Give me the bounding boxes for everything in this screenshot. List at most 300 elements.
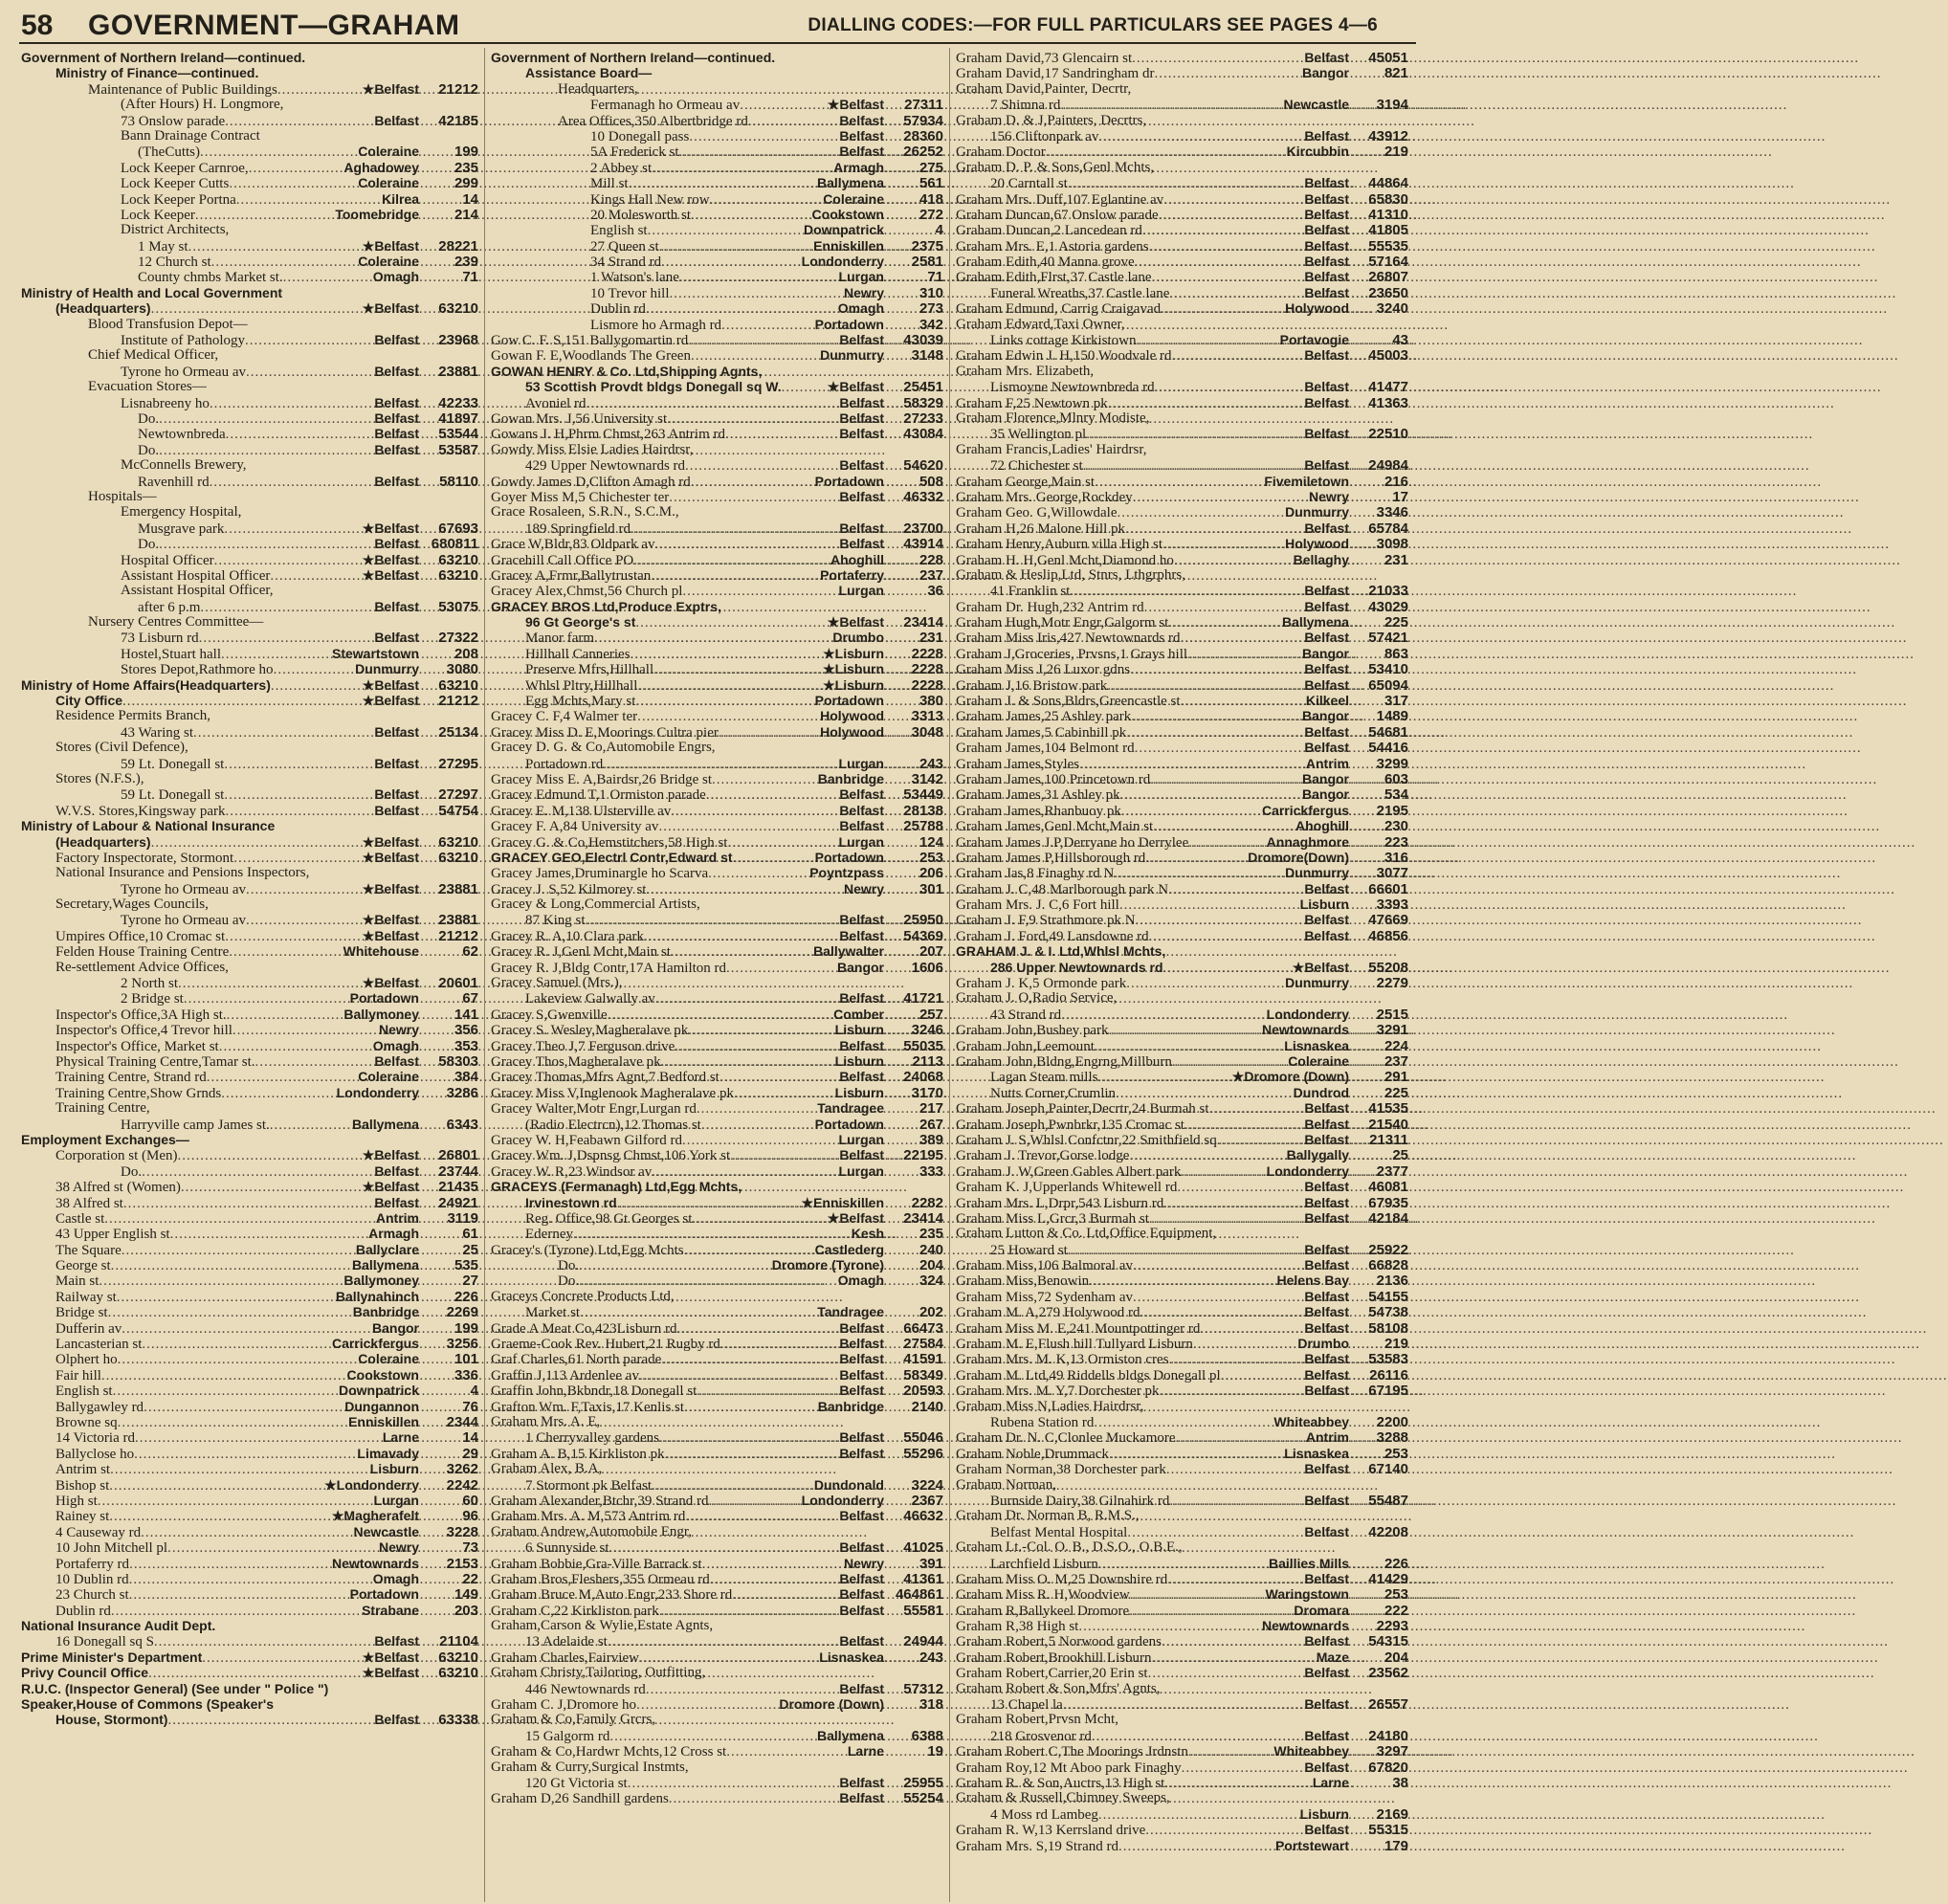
directory-entry [21, 1461, 478, 1476]
leader-dots [227, 1007, 343, 1023]
directory-entry [491, 489, 943, 504]
directory-entry [491, 1775, 943, 1790]
directory-entry [21, 1429, 478, 1445]
entry-name: 12 Church st [138, 255, 211, 271]
leader-dots [1094, 1415, 1272, 1430]
directory-entry [956, 489, 1408, 504]
entry-name: Tyrone ho Ormeau av [121, 881, 246, 897]
leader-dots [1209, 1101, 1303, 1117]
directory-entry [491, 599, 943, 614]
entry-name: Graham James,Genl Mcht,Main st [956, 819, 1154, 835]
entry-name: 4 Moss rd Lambeg [990, 1806, 1098, 1823]
directory-entry [956, 1446, 1408, 1461]
directory-entry [956, 457, 1408, 473]
leader-dots [178, 976, 361, 991]
leader-dots [1161, 301, 1283, 317]
directory-entry [21, 81, 478, 97]
phone-number: 208 [454, 645, 478, 662]
leader-dots [170, 1227, 367, 1242]
directory-entry [956, 1586, 1408, 1602]
phone-number: 46632 [903, 1508, 943, 1525]
leader-dots [667, 411, 837, 427]
leader-dots [659, 239, 811, 255]
entry-name: Graham Christy,Tailoring, Outfitting, [491, 1665, 706, 1681]
leader-dots [104, 1211, 374, 1227]
directory-entry [956, 1053, 1408, 1069]
exchange-name: Lisburn [834, 1022, 884, 1038]
directory-entry [491, 1304, 943, 1319]
phone-number: 43029 [1368, 598, 1408, 615]
entry-name: Graham James P,Hillsborough rd. [956, 850, 1150, 866]
exchange-name: Belfast [1304, 379, 1349, 395]
phone-number: 25950 [903, 912, 943, 929]
leader-dots [1159, 208, 1303, 223]
directory-entry [956, 65, 1408, 80]
leader-dots [111, 1604, 360, 1619]
directory-entry [491, 160, 943, 175]
entry-name: Graham Hugh,Motr Engr,Galgorm st [956, 615, 1169, 631]
entry-name: 2 Bridge st [121, 991, 184, 1007]
directory-entry [491, 1712, 943, 1727]
leader-dots [249, 161, 343, 176]
directory-entry [491, 1053, 943, 1069]
entry-name: Dublin rd [590, 301, 646, 318]
entry-name: Graham John,Bushey park [956, 1023, 1109, 1039]
entry-name: 218 Grosvenor rd [990, 1728, 1092, 1744]
directory-entry [491, 1289, 943, 1304]
exchange-name: Belfast [1304, 661, 1349, 677]
exchange-name: Belfast [839, 410, 884, 426]
entry-name: Graham Robert C,The Moorings Jrdnstn [956, 1744, 1188, 1760]
page-header [19, 8, 1416, 44]
exchange-name: Helens Bay [1276, 1273, 1349, 1289]
phone-number: 43039 [903, 332, 943, 349]
phone-number: 66601 [1368, 880, 1408, 897]
directory-entry [21, 1539, 478, 1555]
entry-name: 1 Watson's lane [590, 270, 679, 286]
leader-dots [236, 192, 380, 208]
leader-dots [118, 1352, 357, 1367]
directory-entry [491, 222, 943, 237]
entry-name: Graham David,Painter, Decrtr, [956, 80, 1132, 97]
leader-dots [225, 114, 372, 129]
leader-dots [1136, 913, 1303, 928]
exchange-name: ★Belfast [362, 1665, 419, 1681]
phone-number: 231 [919, 630, 943, 647]
exchange-name: Coleraine [1288, 1053, 1349, 1069]
leader-dots [1181, 694, 1304, 709]
directory-entry [956, 1022, 1408, 1037]
directory-entry [491, 1477, 943, 1493]
phone-number: 3224 [911, 1476, 943, 1494]
entry-name: Gow C. F. S,151 Ballygomartin rd [491, 333, 689, 349]
entry-name: Gowan F. E,Woodlands The Green [491, 348, 691, 365]
phone-number: 43914 [903, 536, 943, 553]
entry-name: Gracey Thos,Magheralave pk [491, 1054, 661, 1070]
directory-entry [956, 113, 1408, 128]
entry-name: Gracey Miss E. A,Bairdsr,26 Bridge st [491, 771, 713, 787]
directory-entry [21, 520, 478, 536]
phone-number: 23700 [903, 520, 943, 537]
leader-dots [210, 396, 372, 411]
leader-dots [129, 1587, 348, 1603]
exchange-name: Belfast [1304, 1633, 1349, 1649]
exchange-name: Londonderry [801, 254, 884, 270]
directory-entry [956, 771, 1408, 786]
leader-dots [225, 929, 361, 944]
entry-name: Graham Miss J,26 Luxor gdns [956, 662, 1131, 678]
phone-number: 534 [1384, 786, 1408, 804]
entry-name: 2 Abbey st [590, 160, 653, 176]
entry-name: Graham Edward,Taxi Owner, [956, 316, 1125, 332]
directory-entry [956, 1806, 1408, 1822]
leader-dots [1126, 725, 1302, 741]
entry-name: Graham C. J,Dromore ho [491, 1697, 637, 1714]
directory-entry [21, 1226, 478, 1241]
directory-entry [956, 474, 1408, 489]
entry-name: Graham Alex, B.A, [491, 1461, 603, 1477]
phone-number: 316 [1384, 849, 1408, 866]
leader-dots [1046, 144, 1285, 160]
leader-dots [608, 1007, 831, 1023]
leader-dots [1177, 1180, 1302, 1195]
exchange-name: Bangor [1302, 65, 1349, 81]
phone-number: 55046 [903, 1429, 943, 1447]
leader-dots [1148, 1666, 1303, 1681]
directory-entry [491, 1446, 943, 1461]
directory-entry [491, 1085, 943, 1100]
leader-dots [652, 1478, 812, 1494]
entry-name: Graham J,16 Bristow park [956, 677, 1108, 694]
exchange-name: Belfast [1304, 1570, 1349, 1586]
exchange-name: Belfast [839, 1570, 884, 1586]
leader-dots [608, 1634, 837, 1649]
leader-dots [1217, 1133, 1303, 1148]
entry-name: Railway st [55, 1289, 117, 1305]
entry-name: Hostel,Stuart hall [121, 646, 221, 662]
exchange-name: Cookstown [811, 206, 884, 222]
directory-entry [956, 850, 1408, 865]
leader-dots [1163, 192, 1302, 208]
entry-name: Institute of Pathology [121, 333, 245, 349]
phone-number: 41591 [903, 1351, 943, 1368]
entry-name: Graham D. & J,Painters, Decrtrs, [956, 112, 1147, 128]
directory-entry [956, 144, 1408, 159]
phone-number: 45003 [1368, 347, 1408, 365]
leader-dots [154, 1634, 372, 1649]
exchange-name: Belfast [374, 394, 419, 410]
entry-name: Graham James,104 Belmont rd [956, 741, 1135, 757]
directory-entry [956, 756, 1408, 771]
directory-entry [491, 347, 943, 363]
leader-dots [1163, 1196, 1302, 1211]
leader-dots [1188, 1744, 1273, 1760]
entry-name: English st [590, 223, 648, 239]
entry-name: Graham D,26 Sandhill gardens [491, 1791, 669, 1807]
phone-number: 275 [919, 159, 943, 176]
leader-dots [1068, 1243, 1302, 1258]
directory-entry [956, 614, 1408, 630]
directory-entry [21, 724, 478, 740]
directory-entry [21, 1524, 478, 1539]
entry-name: 72 Chichester st [990, 458, 1083, 475]
entry-name: National Insurance Audit Dept. [21, 1618, 216, 1634]
entry-name: Gowan Mrs. J,56 University st [491, 410, 668, 427]
entry-name: 38 Alfred st [55, 1195, 123, 1211]
directory-entry [21, 144, 478, 159]
entry-name: Graham Robert,Prvsn Mcht, [956, 1712, 1118, 1728]
exchange-name: Belfast [1304, 1116, 1349, 1132]
directory-entry [956, 238, 1408, 254]
leader-dots [1095, 475, 1262, 490]
entry-name: Graham Florence,Mlnry Modiste, [956, 410, 1150, 426]
directory-entry [21, 238, 478, 254]
directory-entry [491, 771, 943, 786]
entry-name: 156 Cliftonpark av [990, 128, 1099, 144]
exchange-name: ★Belfast [362, 551, 419, 567]
entry-name: Evacuation Stores— [88, 379, 207, 395]
exchange-name: Omagh [372, 1037, 419, 1053]
exchange-name: Belfast [1304, 1492, 1349, 1508]
exchange-name: Enniskillen [348, 1413, 419, 1429]
entry-name: Gracey W. H,Feabawn Gilford rd [491, 1132, 682, 1148]
directory-entry [491, 818, 943, 833]
leader-dots [167, 1713, 372, 1728]
exchange-name: Bangor [1302, 645, 1349, 661]
directory-entry [491, 1195, 943, 1210]
exchange-name: Portavogie [1279, 332, 1349, 348]
entry-name: Gracey Walter,Motr Engr,Lurgan rd [491, 1101, 697, 1118]
leader-dots [1153, 819, 1294, 834]
directory-entry [956, 379, 1408, 394]
leader-dots [1163, 961, 1291, 976]
leader-dots [1172, 348, 1303, 364]
entry-name: City Office [55, 693, 123, 709]
directory-entry [956, 677, 1408, 693]
exchange-name: Ballymena [1281, 614, 1349, 631]
directory-entry [956, 191, 1408, 207]
leader-dots [661, 1352, 837, 1367]
entry-name: Harryville camp James st. [121, 1117, 270, 1133]
entry-name: Graham R. & Son,Auctrs,13 High st [956, 1775, 1165, 1791]
exchange-name: ★Lisburn [823, 676, 884, 693]
entry-name: Graham J. O,Radio Service, [956, 990, 1118, 1007]
entry-name: Graham J. S,Whlsl Confctnr,22 Smithfield sq [956, 1132, 1217, 1148]
directory-entry [21, 379, 478, 394]
exchange-name: Belfast [374, 1194, 419, 1210]
entry-name: Gracey & Long,Commercial Artists, [491, 897, 700, 913]
leader-dots [224, 757, 372, 772]
phone-number: 235 [919, 1226, 943, 1243]
exchange-name: Belfast [1304, 630, 1349, 646]
phone-number: 41025 [903, 1539, 943, 1557]
entry-name: Training Centre,Show Grnds [55, 1085, 222, 1101]
exchange-name: Larne [382, 1429, 419, 1446]
phone-number: 3346 [1376, 504, 1408, 521]
leader-dots [229, 944, 341, 960]
exchange-name: Belfast [1304, 1665, 1349, 1681]
directory-entry [21, 786, 478, 802]
phone-number: 3170 [911, 1084, 943, 1101]
leader-dots [246, 913, 361, 928]
entry-name: Re-settlement Advice Offices, [55, 959, 229, 975]
entry-name: Gracehill Call Office PO [491, 552, 634, 568]
exchange-name: Belfast [1304, 426, 1349, 442]
phone-number: 63338 [438, 1712, 478, 1729]
directory-entry [956, 912, 1408, 927]
entry-name: Nutts Corner,Crumlin [990, 1085, 1117, 1101]
entry-name: 43 Upper English st [55, 1227, 170, 1243]
exchange-name: Belfast [1304, 740, 1349, 756]
exchange-name: Lisnaskea [819, 1649, 884, 1665]
exchange-name: Dunmurry [1285, 504, 1349, 520]
entry-name: 59 Lt. Donegall st [121, 756, 225, 772]
leader-dots [648, 223, 802, 238]
exchange-name: Belfast [1304, 1209, 1349, 1226]
leader-dots [691, 208, 810, 223]
entry-name: Graham Miss,72 Sydenham av [956, 1289, 1133, 1305]
phone-number: 23414 [903, 1209, 943, 1227]
phone-number: 243 [919, 755, 943, 772]
phone-number: 20593 [903, 1383, 943, 1400]
entry-name: Graham James,31 Ashley pk [956, 787, 1120, 804]
directory-entry [956, 1461, 1408, 1476]
exchange-name: Waringstown [1265, 1586, 1349, 1603]
entry-name: Stores (N.F.S.), [55, 770, 144, 786]
exchange-name: Whiteabbey [1273, 1743, 1349, 1760]
exchange-name: Belfast [1304, 927, 1349, 943]
directory-entry [21, 1257, 478, 1273]
entry-name: Hospitals— [88, 488, 157, 504]
exchange-name: ★Belfast [827, 614, 884, 631]
leader-dots [646, 1682, 838, 1697]
leader-dots [224, 787, 372, 803]
directory-entry [21, 1508, 478, 1523]
exchange-name: Portstewart [1274, 1837, 1349, 1853]
directory-entry [956, 865, 1408, 880]
exchange-name: Belfast [839, 520, 884, 536]
phone-number: 27311 [904, 97, 943, 114]
entry-name: 4 Causeway rd [55, 1524, 142, 1540]
leader-dots [629, 176, 815, 191]
exchange-name: Dunmurry [355, 661, 419, 677]
exchange-name: Belfast [839, 1790, 884, 1806]
exchange-name: Belfast [1304, 1257, 1349, 1273]
leader-dots [697, 1101, 815, 1117]
exchange-name: Fivemiletown [1264, 473, 1349, 489]
entry-name: District Architects, [121, 222, 230, 238]
exchange-name: Ballyclare [355, 1241, 419, 1257]
directory-entry [491, 113, 943, 128]
leader-dots [609, 1540, 838, 1556]
exchange-name: Belfast [374, 630, 419, 646]
phone-number: 243 [919, 1649, 943, 1666]
leader-dots [98, 1494, 372, 1509]
entry-name: Gracey Edmund T,1 Ormiston parade [491, 787, 706, 804]
directory-entry [21, 630, 478, 645]
leader-dots [111, 1258, 350, 1273]
phone-number: 41897 [438, 410, 478, 427]
exchange-name: Belfast [1304, 880, 1349, 897]
directory-entry [491, 1163, 943, 1179]
phone-number: 41310 [1368, 206, 1408, 223]
entry-name: Graham & Russell,Chimney Sweeps, [956, 1790, 1170, 1806]
directory-entry [491, 1790, 943, 1805]
phone-number: 25 [1392, 1147, 1408, 1164]
leader-dots [159, 443, 372, 458]
phone-number: 67140 [1368, 1461, 1408, 1478]
directory-entry [956, 504, 1408, 520]
page-number: 58 [21, 10, 54, 41]
directory-entry [21, 1712, 478, 1727]
entry-name: Graham Mrs. M. Y,7 Dorchester pk [956, 1384, 1160, 1400]
entry-name: Graham James,5 Cabinhill pk [956, 724, 1127, 741]
leader-dots [691, 348, 818, 364]
leader-dots [1127, 1525, 1302, 1540]
leader-dots [1108, 396, 1303, 411]
phone-number: 42184 [1368, 1209, 1408, 1227]
phone-number: 561 [919, 175, 943, 192]
leader-dots [1089, 1273, 1274, 1289]
leader-dots [653, 662, 821, 677]
exchange-name: Antrim [1305, 1429, 1349, 1446]
directory-entry [21, 474, 478, 489]
exchange-name: Belfast [839, 536, 884, 552]
directory-entry [956, 960, 1408, 975]
phone-number: 55315 [1368, 1822, 1408, 1839]
entry-name: Lancasterian st [55, 1337, 143, 1353]
exchange-name: Annaghmore [1266, 833, 1349, 850]
phone-number: 19 [927, 1743, 943, 1760]
directory-entry [491, 317, 943, 332]
entry-name: Graham J. Trevor,Gorse lodge [956, 1148, 1130, 1164]
leader-dots [675, 1039, 837, 1054]
entry-name: Emergency Hospital, [121, 504, 242, 520]
entry-name: Bridge st [55, 1305, 108, 1321]
entry-name: Main st [55, 1273, 100, 1290]
leader-dots [637, 709, 818, 724]
leader-dots [697, 1384, 837, 1399]
directory-entry [21, 1556, 478, 1571]
phone-number: 3077 [1376, 865, 1408, 882]
leader-dots [732, 1587, 837, 1603]
entry-name: Graham Francis,Ladies' Hairdrsr, [956, 441, 1147, 457]
exchange-name: ★Belfast [362, 1179, 419, 1195]
leader-dots [1130, 662, 1302, 677]
directory-entry [21, 975, 478, 990]
exchange-name: Coleraine [823, 190, 884, 207]
entry-name: 1 Cherryvalley gardens [525, 1430, 659, 1447]
directory-entry [21, 740, 478, 755]
leader-dots [1168, 1352, 1302, 1367]
phone-number: 863 [1384, 645, 1408, 662]
exchange-name: Newcastle [1283, 97, 1349, 113]
directory-entry [491, 1603, 943, 1618]
entry-name: Graham J. & Sons,Bldrs,Greencastle st [956, 694, 1181, 710]
phone-number: 26116 [1369, 1366, 1408, 1384]
leader-dots [1083, 458, 1303, 474]
phone-number: 71 [462, 269, 478, 286]
entry-name: Graham J. F,9 Strathmore pk N [956, 913, 1136, 929]
phone-number: 219 [1384, 144, 1408, 161]
directory-entry [491, 912, 943, 927]
exchange-name: Belfast [374, 598, 419, 614]
leader-dots [245, 333, 372, 348]
entry-name: Avoniel rd [525, 395, 587, 411]
phone-number: 2344 [446, 1413, 478, 1430]
entry-name: High st [55, 1493, 98, 1509]
exchange-name: Dunmurry [1285, 975, 1349, 991]
